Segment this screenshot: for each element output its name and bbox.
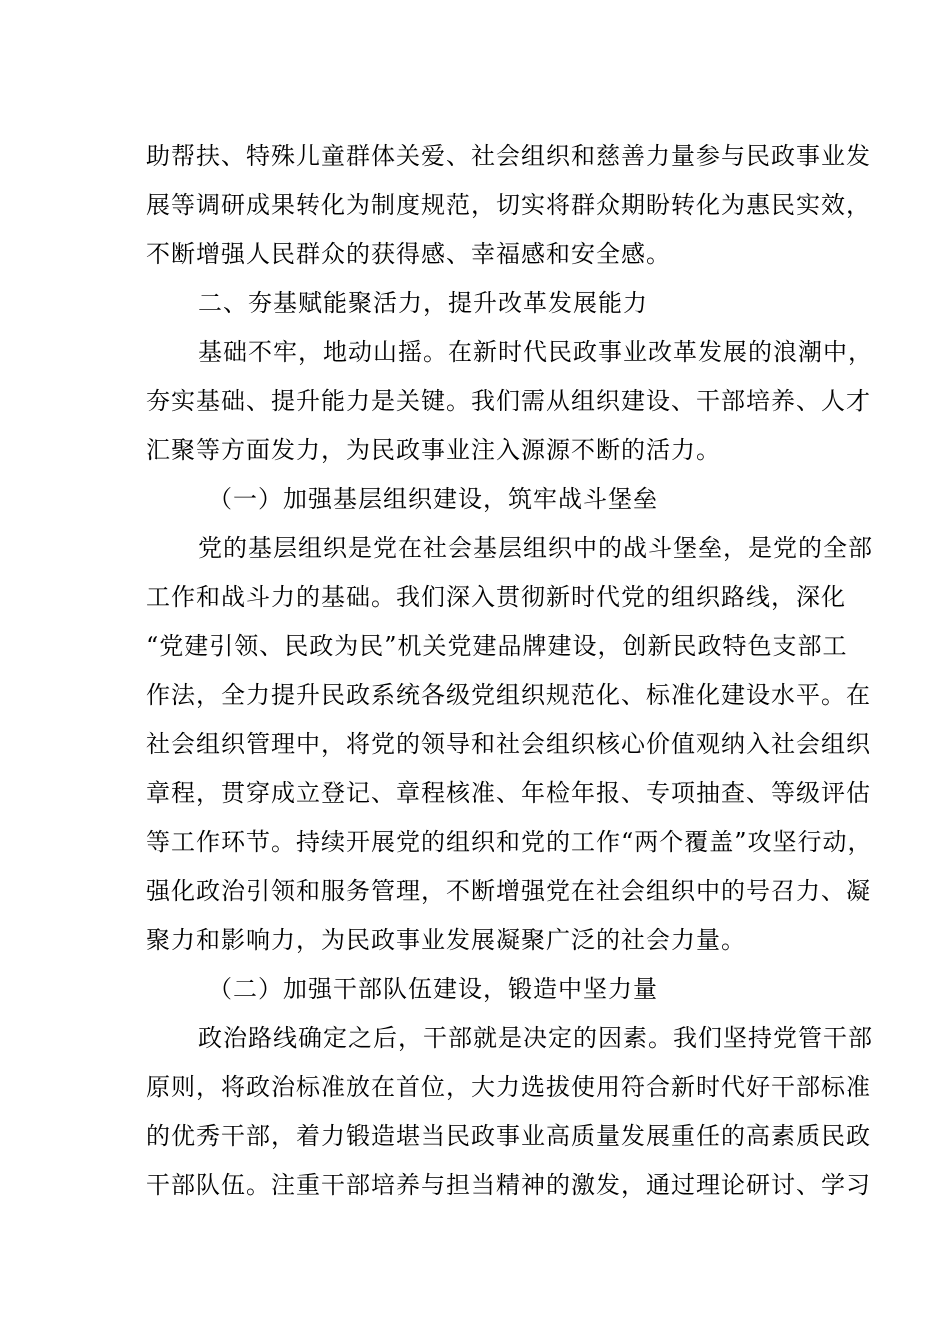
paragraph-first-line: 政治路线确定之后，干部就是决定的因素。我们坚持党管干部: [198, 1024, 873, 1052]
paragraph-line: 作法，全力提升民政系统各级党组织规范化、标准化建设水平。在: [146, 681, 871, 709]
paragraph-line: 强化政治引领和服务管理，不断增强党在社会组织中的号召力、凝: [146, 877, 871, 905]
paragraph-line: 干部队伍。注重干部培养与担当精神的激发，通过理论研讨、学习: [146, 1171, 871, 1199]
paragraph-line: 助帮扶、特殊儿童群体关爱、社会组织和慈善力量参与民政事业发: [146, 142, 871, 170]
section-heading: 二、夯基赋能聚活力，提升改革发展能力: [198, 289, 648, 317]
paragraph-line: 社会组织管理中，将党的领导和社会组织核心价值观纳入社会组织: [146, 730, 871, 758]
subsection-heading: （一）加强基层组织建设，筑牢战斗堡垒: [208, 485, 658, 513]
paragraph-line: 的优秀干部，着力锻造堪当民政事业高质量发展重任的高素质民政: [146, 1122, 871, 1150]
paragraph-line: “党建引领、民政为民”机关党建品牌建设，创新民政特色支部工: [146, 632, 848, 660]
paragraph-line: 汇聚等方面发力，为民政事业注入源源不断的活力。: [146, 436, 721, 464]
paragraph-line: 夯实基础、提升能力是关键。我们需从组织建设、干部培养、人才: [146, 387, 871, 415]
paragraph-line: 章程，贯穿成立登记、章程核准、年检年报、专项抽查、等级评估: [146, 779, 871, 807]
paragraph-line: 不断增强人民群众的获得感、幸福感和安全感。: [146, 240, 671, 268]
subsection-heading: （二）加强干部队伍建设，锻造中坚力量: [208, 975, 658, 1003]
paragraph-line: 等工作环节。持续开展党的组织和党的工作“两个覆盖”攻坚行动，: [146, 828, 873, 856]
paragraph-first-line: 党的基层组织是党在社会基层组织中的战斗堡垒，是党的全部: [198, 534, 873, 562]
paragraph-line: 工作和战斗力的基础。我们深入贯彻新时代党的组织路线，深化: [146, 583, 846, 611]
paragraph-line: 展等调研成果转化为制度规范，切实将群众期盼转化为惠民实效，: [146, 191, 871, 219]
paragraph-line: 聚力和影响力，为民政事业发展凝聚广泛的社会力量。: [146, 926, 746, 954]
paragraph-line: 原则，将政治标准放在首位，大力选拔使用符合新时代好干部标准: [146, 1073, 871, 1101]
paragraph-first-line: 基础不牢，地动山摇。在新时代民政事业改革发展的浪潮中，: [198, 338, 873, 366]
